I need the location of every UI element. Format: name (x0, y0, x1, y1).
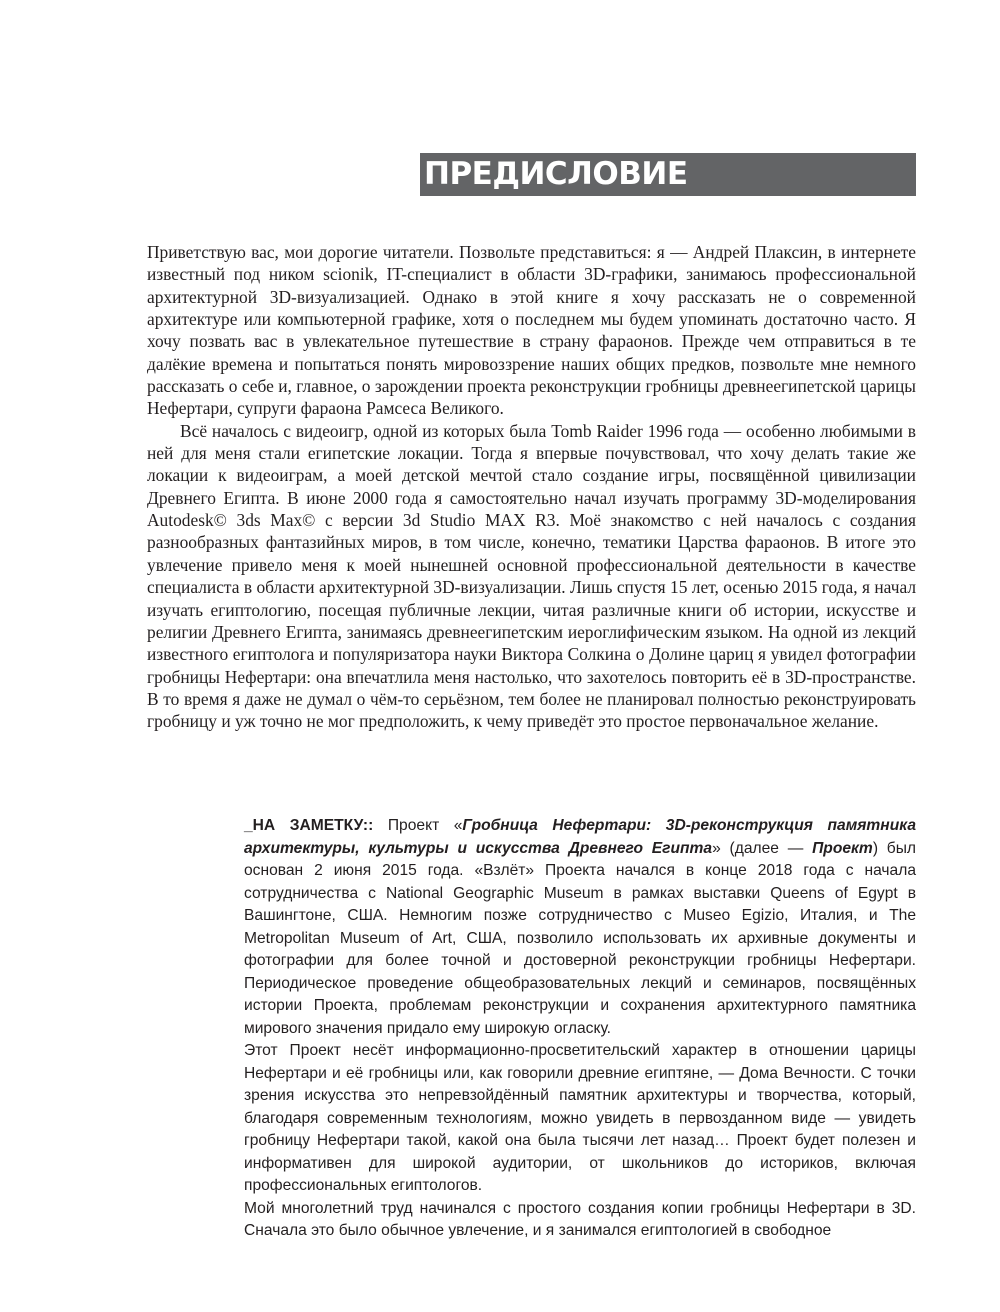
note-text-rest: ) был основан 2 июня 2015 года. «Взлёт» Проекта начался в конце 2018 года с начала сотрудничества с National Geographic Museum в рамках выставки Queens of Egypt в Вашингтоне, США. Немногим позже сотрудничество с Museo Egizio, Италия, и The Metropolitan Museum of Art, США, позволило использовать их архивные документы и фотографии для более точной и достоверной реконструкции гробницы Нефертари. Периодическое проведение общеобразовательных лекций и семинаров, посвящённых истории Проекта, проблемам реконструкции и сохранения архитектурного памятника мирового значения придало ему широкую огласку. (244, 839, 917, 1037)
note-paragraph-3: Мой многолетний труд начинался с простого создания копии гробницы Нефертари в 3D. Сначала это было обычное увлечение, и я занимался египтологией в свободное (244, 1199, 916, 1239)
note-text-mid: » (далее — (712, 839, 813, 857)
paragraph-origin-story: Всё началось с видеоигр, одной из которых была Tomb Raider 1996 года — особенно любимыми в ней для меня стали египетские локации. Тогда я впервые почувствовал, что хочу делать такие же локации к видеоиграм, а моей детской мечтой стало создание игры, посвящённой цивилизации Древнего Египта. В июне 2000 года я самостоятельно начал изучать программу 3D-моделирования Autodesk© 3ds Max© с версии 3d Studio MAX R3. Моё знакомство с ней началось с создания разнообразных фантазийных миров, в том числе, конечно, тематики Царства фараонов. В итоге это увлечение привело меня к моей нынешней основной профессиональной деятельности в качестве специалиста в области архитектурной 3D-визуализации. Лишь спустя 15 лет, осенью 2015 года, я начал изучать египтологию, посещая публичные лекции, читая различные книги об истории, искусстве и религии Древнего Египта, занимаясь древнеегипетским иероглифическим языком. На одной из лекций известного египтолога и популяризатора науки Виктора Солкина о Долине цариц я увидел фотографии гробницы Нефертари: она впечатлила меня настолько, что захотелось повторить её в 3D-пространстве. В то время я даже не думал о чём-то серьёзном, тем более не планировал полностью реконструировать гробницу и уж точно не мог предположить, к чему приведёт это простое первоначальное желание. (147, 420, 916, 732)
note-block (244, 815, 916, 1243)
paragraph-introduction: Приветствую вас, мои дорогие читатели. Позвольте представиться: я — Андрей Плаксин, в интернете известный под ником scionik, IT-специалист в области 3D-графики, занимаюсь профессиональной архитектурной 3D-визуализацией. Однако в этой книге я хочу рассказать не о современной архитектуре или компьютерной графике, хотя о последнем мы будем упоминать достаточно часто. Я хочу позвать вас в увлекательное путешествие в страну фараонов. Прежде чем отправиться в те далёкие времена и попытаться понять мировоззрение наших общих предков, позвольте мне немного рассказать о себе и, главное, о зарождении проекта реконструкции гробницы древнеегипетской царицы Нефертари, супруги фараона Рамсеса Великого. (147, 242, 916, 419)
note-label: _НА ЗАМЕТКУ:: (244, 817, 374, 834)
note-paragraph-2: Этот Проект несёт информационно-просветительский характер в отношении царицы Нефертари и её гробницы или, как говорили древние египтяне, — Дома Вечности. С точки зрения искусства это непревзойдённый памятник архитектуры и творчества, который, благодаря современным технологиям, можно увидеть в первозданном виде — увидеть гробницу Нефертари такой, какой она была тысячи лет назад… Проект будет полезен и информативен для широкой аудитории, от школьников до историков, включая профессиональных египтологов. (244, 1042, 916, 1194)
main-body-text (147, 241, 916, 733)
note-project-short-name: Проект (812, 839, 873, 857)
note-paragraph-1 (244, 815, 916, 1040)
note-project-title: Гробница Нефертари: 3D-реконструкция памятника архитектуры, культуры и искусства Древнего Египта (244, 817, 917, 857)
chapter-title-bar (420, 153, 916, 196)
note-text-lead: Проект « (373, 817, 463, 834)
chapter-title: ПРЕДИСЛОВИЕ (424, 156, 688, 192)
